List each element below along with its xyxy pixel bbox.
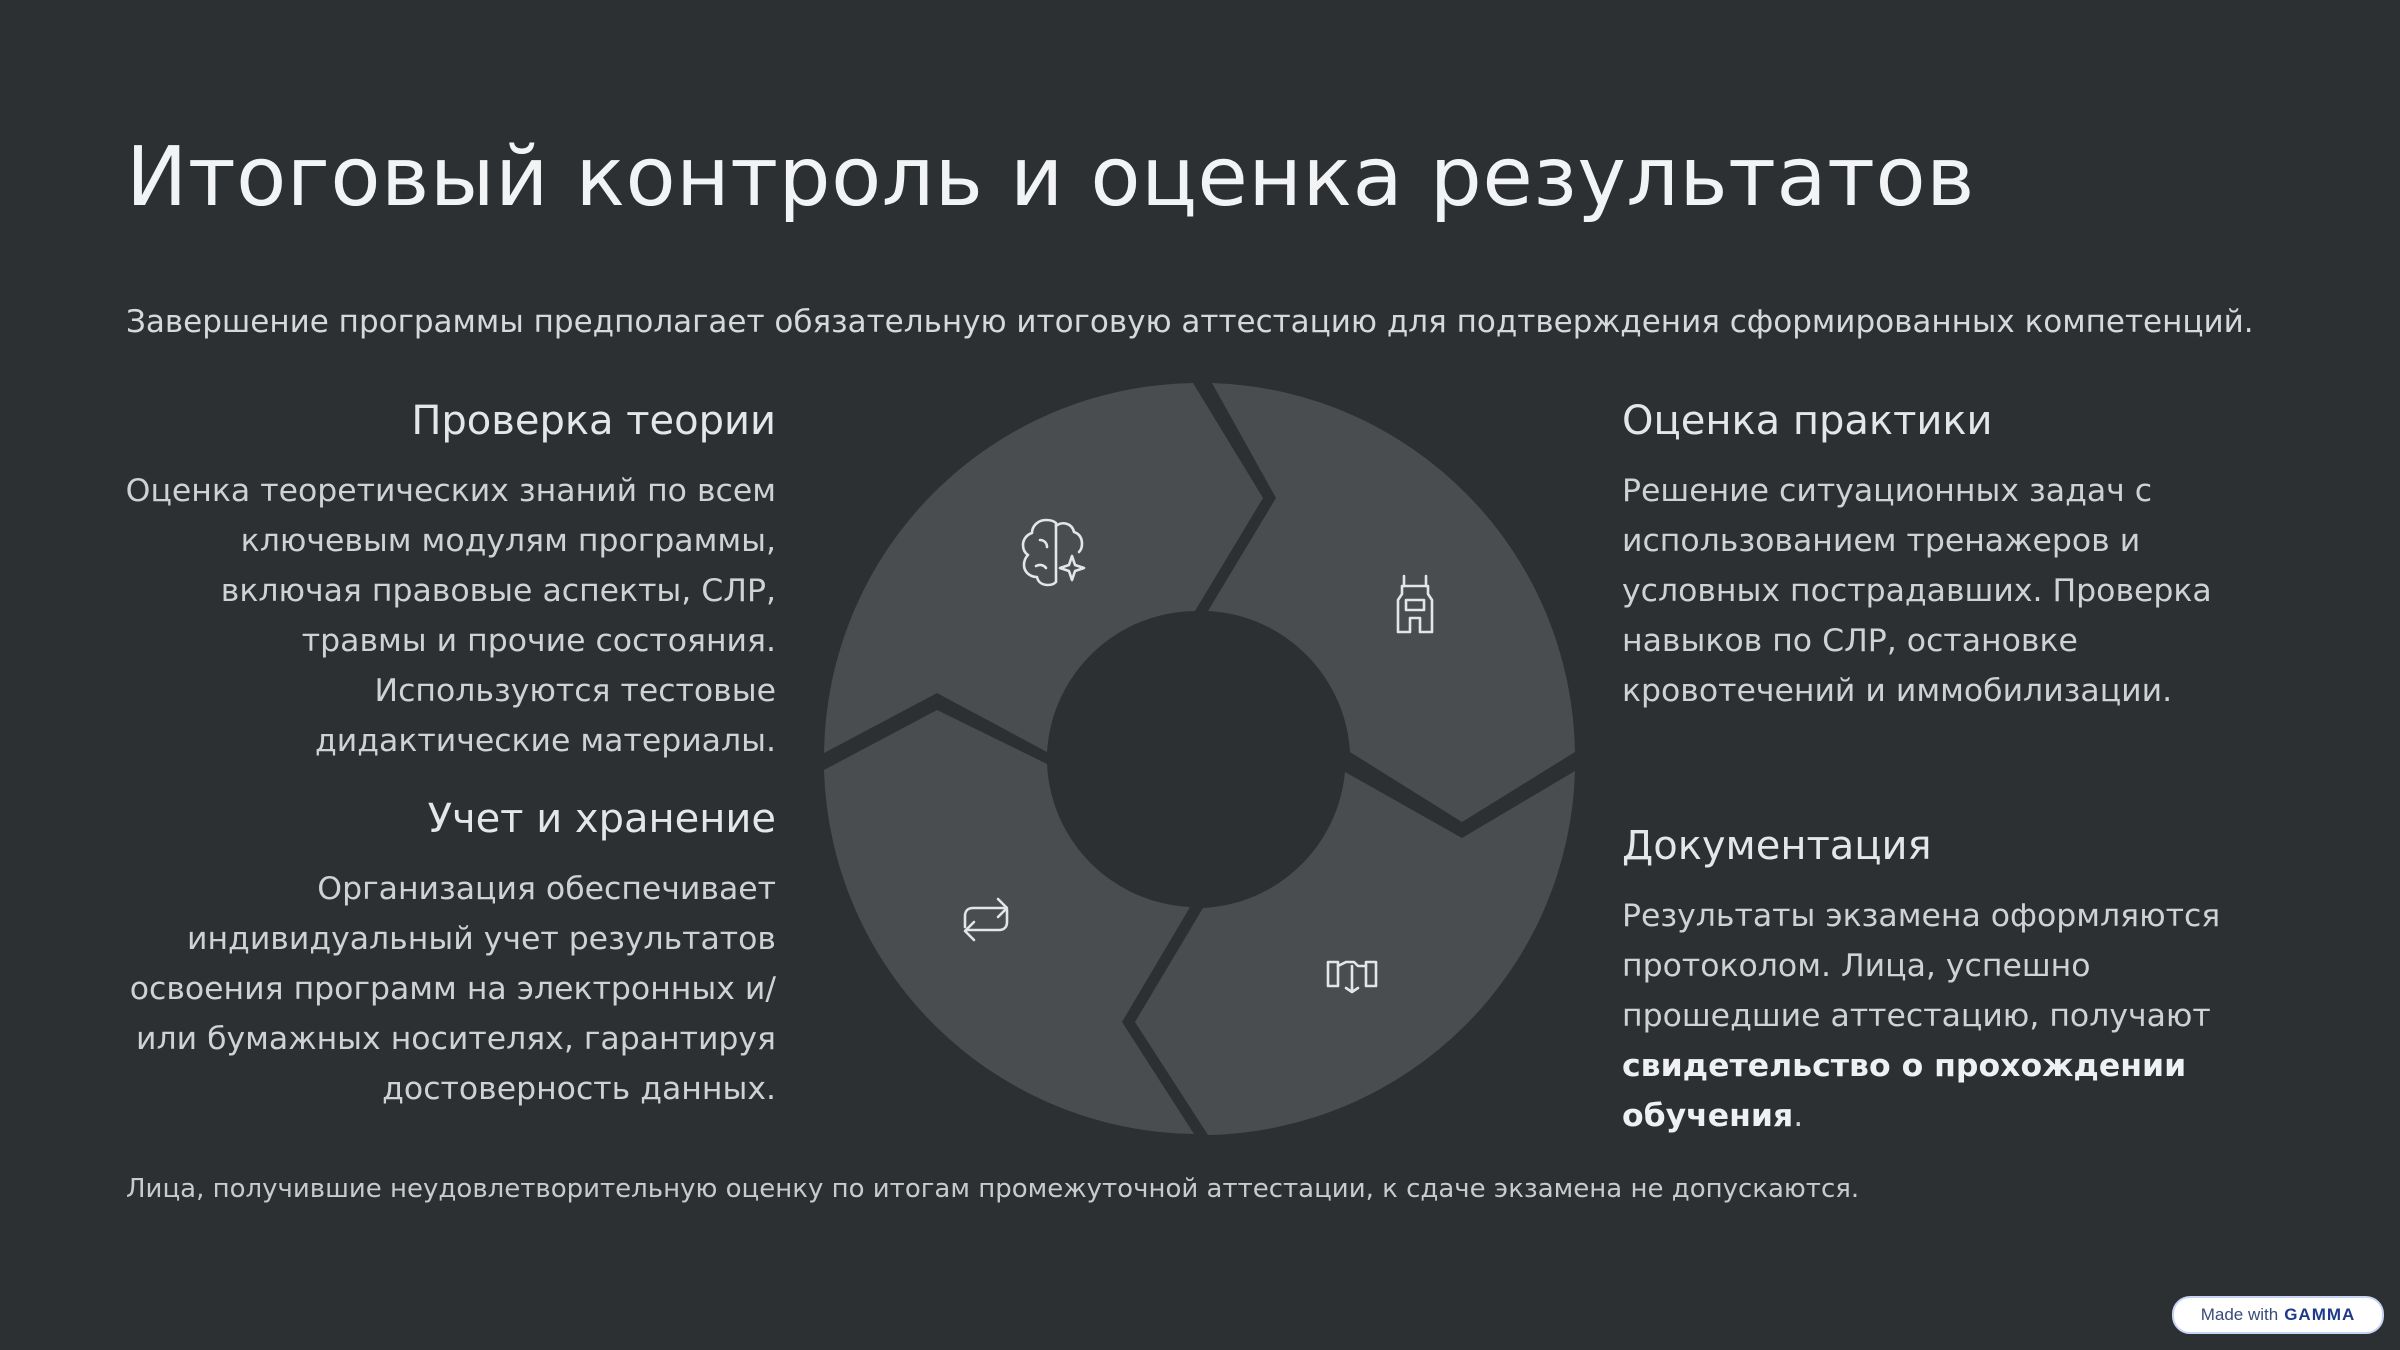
made-with-gamma-badge[interactable] bbox=[2172, 1296, 2384, 1334]
section-docs-text-main: Результаты экзамена оформляются протоколом. Лица, успешно прошедшие аттестацию, получают bbox=[1622, 898, 2221, 1034]
section-practice-heading: Оценка практики bbox=[1622, 398, 1993, 444]
page-subtitle: Завершение программы предполагает обязательную итоговую аттестацию для подтверждения сформированных компетенций. bbox=[126, 304, 2254, 340]
cycle-segment-storage bbox=[824, 710, 1194, 1134]
footnote: Лица, получившие неудовлетворительную оценку по итогам промежуточной аттестации, к сдаче экзамена не допускаются. bbox=[126, 1174, 1860, 1204]
badge-prefix: Made with bbox=[2200, 1305, 2279, 1324]
section-theory-heading: Проверка теории bbox=[411, 398, 776, 444]
section-practice-text: Решение ситуационных задач с использованием тренажеров и условных пострадавших. Проверка навыков по СЛР, остановке кровотечений и иммобилизации. bbox=[1622, 473, 2212, 709]
cycle-segment-theory bbox=[824, 383, 1263, 753]
badge-brand: GAMMA bbox=[2284, 1305, 2356, 1324]
section-storage-heading: Учет и хранение bbox=[427, 796, 776, 842]
section-docs-text-end: . bbox=[1793, 1098, 1804, 1134]
section-docs-heading: Документация bbox=[1622, 823, 1932, 869]
cycle-segment-practice bbox=[1208, 383, 1575, 822]
section-theory-text: Оценка теоретических знаний по всем ключевым модулям программы, включая правовые аспекты, СЛР, травмы и прочие состояния. Используются тестовые дидактические материалы. bbox=[125, 473, 776, 759]
section-docs-text-bold: свидетельство о прохождении обучения bbox=[1622, 1048, 2187, 1134]
cycle-segment-docs bbox=[1135, 771, 1575, 1135]
section-storage-text: Организация обеспечивает индивидуальный учет результатов освоения программ на электронных и/или бумажных носителях, гарантируя достоверность данных. bbox=[129, 871, 776, 1107]
page-title: Итоговый контроль и оценка результатов bbox=[126, 130, 1975, 225]
